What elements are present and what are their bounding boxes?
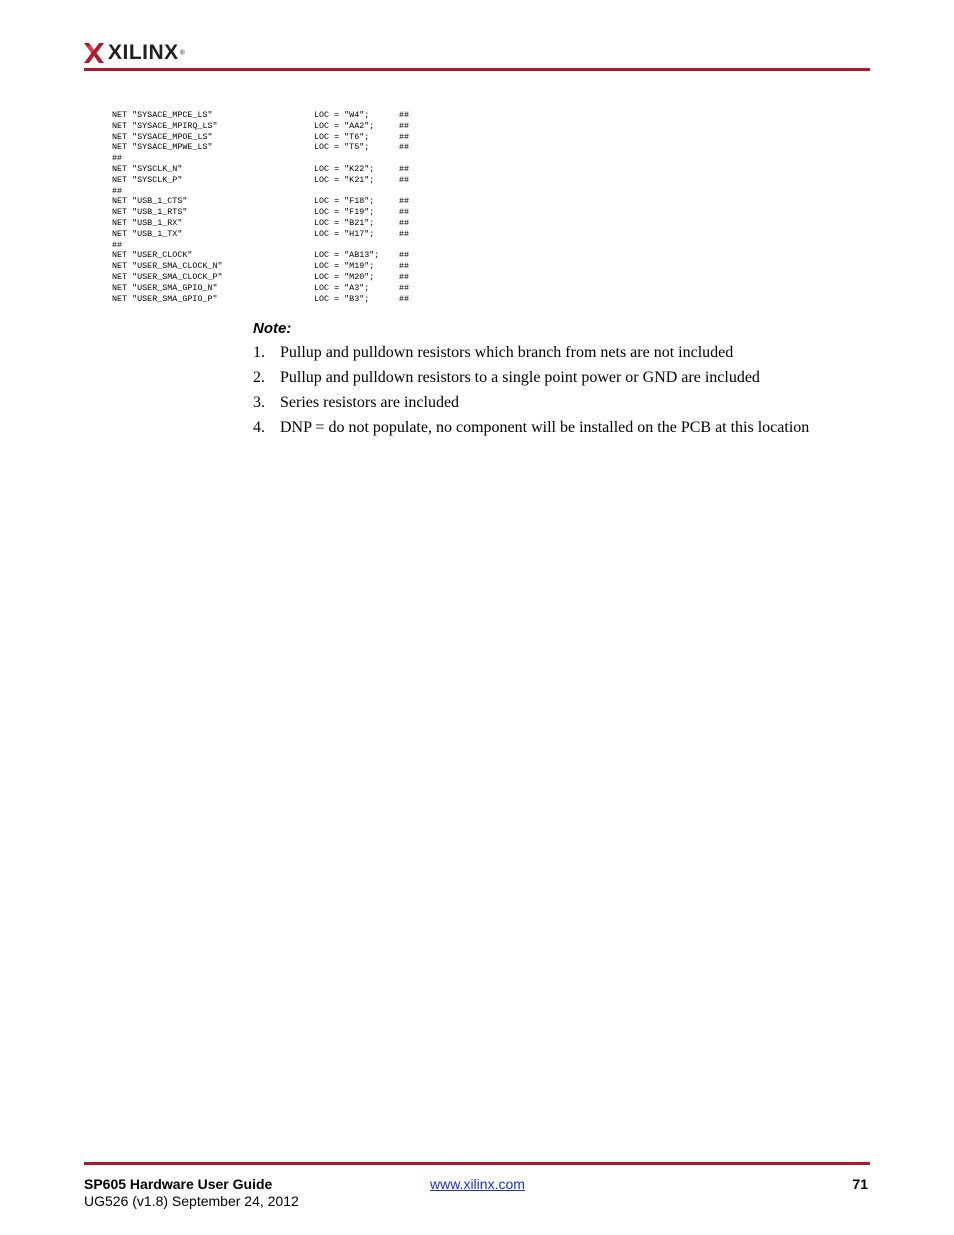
code-loc-value: LOC = "T6"; bbox=[314, 131, 370, 142]
note-item-number: 2. bbox=[253, 369, 265, 386]
footer-rule bbox=[84, 1162, 870, 1165]
code-comment: ## bbox=[399, 293, 410, 304]
note-item-text: DNP = do not populate, no component will be installed on the PCB at this location bbox=[280, 419, 810, 436]
code-comment: ## bbox=[399, 282, 410, 293]
code-loc-value: LOC = "AB13"; bbox=[314, 250, 380, 261]
code-net-name: NET "SYSACE_MPWE_LS" bbox=[112, 142, 213, 153]
code-comment: ## bbox=[399, 120, 410, 131]
code-loc-value: LOC = "B3"; bbox=[314, 293, 370, 304]
code-comment: ## bbox=[399, 271, 410, 282]
code-loc-value: LOC = "W4"; bbox=[314, 110, 370, 120]
xilinx-x-logo-icon bbox=[84, 43, 104, 63]
code-comment: ## bbox=[399, 196, 410, 207]
header-rule bbox=[84, 68, 870, 71]
note-title: Note: bbox=[253, 320, 292, 337]
code-net-name: NET "SYSACE_MPOE_LS" bbox=[112, 131, 213, 142]
code-comment: ## bbox=[399, 131, 410, 142]
code-comment: ## bbox=[399, 261, 410, 272]
code-net-name: NET "USER_CLOCK" bbox=[112, 250, 193, 261]
code-comment: ## bbox=[399, 207, 410, 218]
code-loc-value: LOC = "H17"; bbox=[314, 228, 375, 239]
code-net-name: NET "USER_SMA_CLOCK_P" bbox=[112, 271, 223, 282]
code-net-name: NET "USB_1_TX" bbox=[112, 228, 183, 239]
code-net-name: NET "USER_SMA_GPIO_N" bbox=[112, 282, 218, 293]
code-comment: ## bbox=[399, 217, 410, 228]
note-item-number: 4. bbox=[253, 419, 265, 436]
code-loc-value: LOC = "T5"; bbox=[314, 142, 370, 153]
code-loc-value: LOC = "F19"; bbox=[314, 207, 375, 218]
code-loc-value: LOC = "M19"; bbox=[314, 261, 375, 272]
code-net-name: NET "USER_SMA_GPIO_P" bbox=[112, 293, 218, 304]
note-item-number: 3. bbox=[253, 394, 265, 411]
code-comment: ## bbox=[399, 163, 410, 174]
footer-doc-version: UG526 (v1.8) September 24, 2012 bbox=[84, 1193, 299, 1209]
code-loc-value: LOC = "F18"; bbox=[314, 196, 375, 207]
code-net-name: NET "SYSCLK_P" bbox=[112, 174, 183, 185]
note-item-text: Pullup and pulldown resistors which branch from nets are not included bbox=[280, 344, 734, 361]
note-list bbox=[253, 343, 873, 443]
code-net-name: NET "SYSCLK_N" bbox=[112, 163, 183, 174]
code-net-name: NET "USER_SMA_CLOCK_N" bbox=[112, 261, 223, 272]
code-net-name: ## bbox=[112, 153, 123, 164]
code-loc-value: LOC = "AA2"; bbox=[314, 120, 375, 131]
footer-doc-title: SP605 Hardware User Guide bbox=[84, 1176, 273, 1192]
code-loc-value: LOC = "K22"; bbox=[314, 163, 375, 174]
note-item bbox=[253, 393, 873, 418]
code-net-name: ## bbox=[112, 185, 123, 196]
code-loc-value: LOC = "A3"; bbox=[314, 282, 370, 293]
note-item bbox=[253, 368, 873, 393]
code-comment: ## bbox=[399, 110, 410, 120]
code-loc-value: LOC = "B21"; bbox=[314, 217, 375, 228]
page-number: 71 bbox=[852, 1176, 868, 1192]
code-comment: ## bbox=[399, 174, 410, 185]
code-comment: ## bbox=[399, 228, 410, 239]
note-item-text: Series resistors are included bbox=[280, 394, 460, 411]
footer-website-link[interactable]: www.xilinx.com bbox=[430, 1176, 525, 1192]
note-item-text: Pullup and pulldown resistors to a single point power or GND are included bbox=[280, 369, 760, 386]
note-item bbox=[253, 343, 873, 368]
code-net-name: ## bbox=[112, 239, 123, 250]
xilinx-logo bbox=[84, 40, 185, 66]
code-loc-value: LOC = "M20"; bbox=[314, 271, 375, 282]
logo-registered-mark: ® bbox=[179, 49, 186, 57]
note-item bbox=[253, 418, 873, 443]
code-loc-value: LOC = "K21"; bbox=[314, 174, 375, 185]
code-comment: ## bbox=[399, 250, 410, 261]
logo-wordmark: XILINX bbox=[108, 41, 179, 64]
code-net-name: NET "USB_1_RTS" bbox=[112, 207, 188, 218]
note-item-number: 1. bbox=[253, 344, 265, 361]
code-net-name: NET "SYSACE_MPCE_LS" bbox=[112, 110, 213, 120]
code-net-name: NET "SYSACE_MPIRQ_LS" bbox=[112, 120, 218, 131]
code-net-name: NET "USB_1_CTS" bbox=[112, 196, 188, 207]
code-comment: ## bbox=[399, 142, 410, 153]
code-net-name: NET "USB_1_RX" bbox=[112, 217, 183, 228]
